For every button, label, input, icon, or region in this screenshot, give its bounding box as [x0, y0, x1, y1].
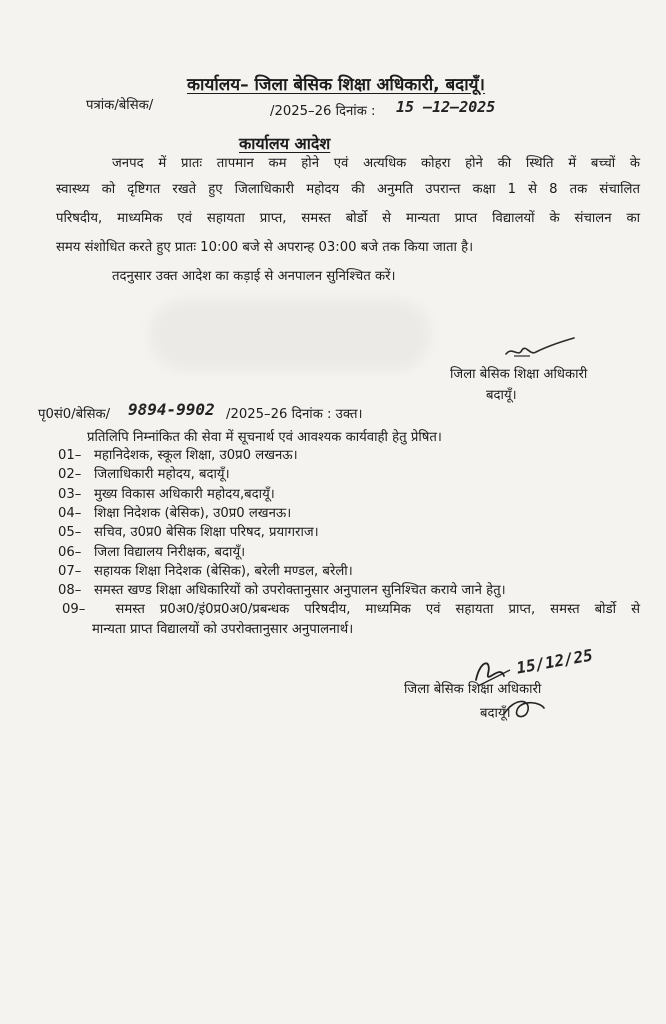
letter-reference-prefix: पत्रांक/बेसिक/	[86, 98, 154, 113]
copy-reference-handwritten-number: 9894-9902	[128, 400, 215, 419]
distribution-item-05: 05– सचिव, उ0प्र0 बेसिक शिक्षा परिषद, प्रयागराज।	[58, 525, 319, 540]
distribution-item-04: 04– शिक्षा निदेशक (बेसिक), उ0प्र0 लखनऊ।	[58, 506, 292, 521]
signature-flourish	[500, 694, 550, 722]
distribution-item-06: 06– जिला विद्यालय निरीक्षक, बदायूँ।	[58, 545, 246, 560]
copy-reference-prefix: पृ0सं0/बेसिक/	[38, 407, 111, 422]
faint-stamp-impression	[150, 300, 430, 370]
order-paragraph-compliance: तदनुसार उक्त आदेश का कड़ाई से अनपालन सुनिश्चित करें।	[112, 269, 396, 284]
order-paragraph-line-4: समय संशोधित करते हुए प्रातः 10:00 बजे से अपरान्ह 03:00 बजे तक किया जाता है।	[56, 240, 474, 255]
handwritten-date: 15 –12–2025	[396, 98, 496, 116]
letter-date-label: /2025–26 दिनांक :	[270, 104, 376, 119]
order-paragraph-line-3: परिषदीय, माध्यमिक एवं सहायता प्राप्त, समस्त बोर्डो से मान्यता प्राप्त विद्यालयों के संचालन का	[56, 211, 640, 226]
distribution-item-01: 01– महानिदेशक, स्कूल शिक्षा, उ0प्र0 लखनऊ।	[58, 448, 298, 463]
final-signatory-district: बदायूँ।	[480, 706, 511, 721]
order-paragraph-line-2: स्वास्थ्य को दृष्टिगत रखते हुए जिलाधिकारी महोदय की अनुमति उपरान्त कक्षा 1 से 8 तक संचालित	[56, 182, 640, 197]
distribution-item-03: 03– मुख्य विकास अधिकारी महोदय,बदायूँ।	[58, 487, 275, 502]
final-signatory-designation: जिला बेसिक शिक्षा अधिकारी	[404, 682, 542, 697]
distribution-item-09: 09– समस्त प्र0अ0/इं0प्र0अ0/प्रबन्धक परिषदीय, माध्यमिक एवं सहायता प्राप्त, समस्त बोर्डो से	[62, 602, 640, 617]
copy-intro: प्रतिलिपि निम्नांकित की सेवा में सूचनार्थ एवं आवश्यक कार्यवाही हेतु प्रेषित।	[87, 430, 442, 445]
order-paragraph-line-1: जनपद में प्रातः तापमान कम होने एवं अत्यधिक कोहरा होने की स्थिति में बच्चों के	[112, 156, 640, 171]
signatory-designation: जिला बेसिक शिक्षा अधिकारी	[450, 367, 588, 382]
office-title: कार्यालय– जिला बेसिक शिक्षा अधिकारी, बदायूँ।	[187, 75, 485, 95]
distribution-item-09-continuation: मान्यता प्राप्त विद्यालयों को उपरोक्तानुसार अनुपालनार्थ।	[92, 622, 354, 637]
distribution-item-07: 07– सहायक शिक्षा निदेशक (बेसिक), बरेली मण्डल, बरेली।	[58, 564, 353, 579]
signatory-district: बदायूँ।	[486, 388, 517, 403]
handwritten-signature-date: 15/12/25	[514, 645, 595, 678]
copy-reference-suffix: /2025–26 दिनांक : उक्त।	[226, 407, 363, 422]
distribution-item-08: 08– समस्त खण्ड शिक्षा अधिकारियों को उपरोक्तानुसार अनुपालन सुनिश्चित कराये जाने हेतु।	[58, 583, 506, 598]
order-heading: कार्यालय आदेश	[239, 134, 331, 153]
signature-mark	[500, 334, 580, 364]
distribution-item-02: 02– जिलाधिकारी महोदय, बदायूँ।	[58, 467, 230, 482]
